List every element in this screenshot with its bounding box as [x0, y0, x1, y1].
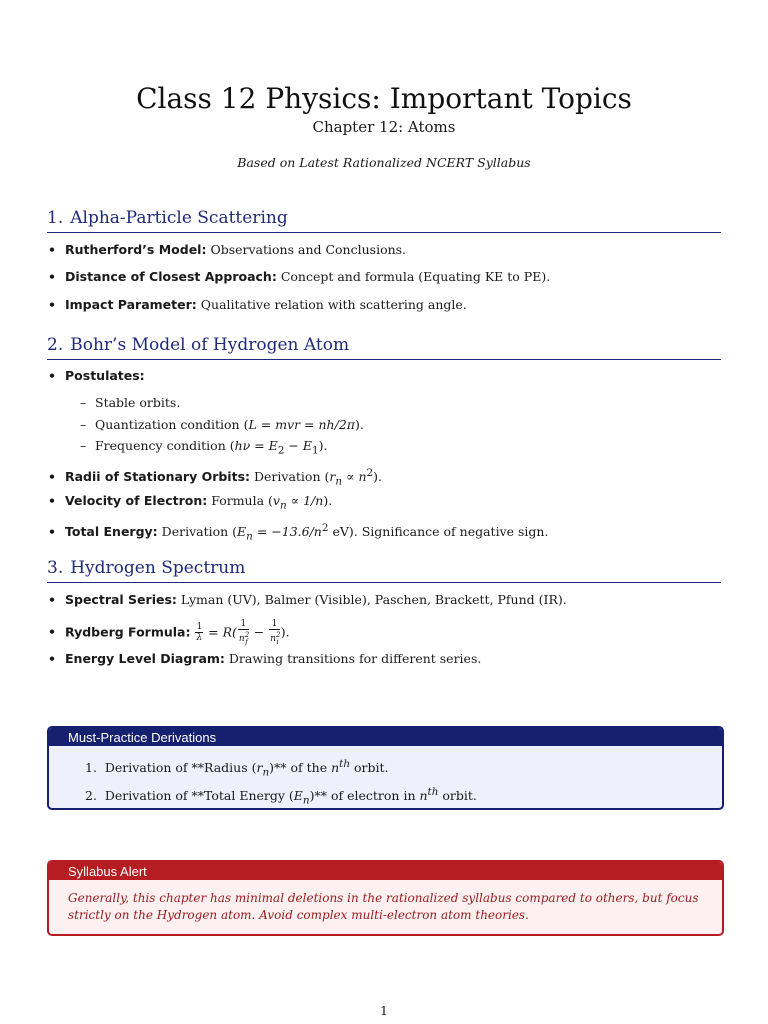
page-title: Class 12 Physics: Important Topics: [136, 82, 632, 115]
section-heading-alpha-scattering: 1. Alpha-Particle Scattering: [47, 207, 721, 233]
page-subtitle: Chapter 12: Atoms: [312, 118, 456, 136]
list-item: 2. Derivation of **Total Energy $(E_n)**$ of electron in $n^{th}$ orbit.: [85, 786, 477, 807]
list-item: • Total Energy: Derivation ($E_n = -13.6/n^2$ eV). Significance of negative sign.: [48, 522, 549, 543]
derivations-box-heading: Must-Practice Derivations: [49, 728, 722, 746]
sub-list-item: – Frequency condition $(h\nu = E_2 - E_1)$.: [80, 438, 328, 457]
sub-list-item: – Quantization condition (L = mvr = nh/2π).: [80, 417, 364, 432]
syllabus-alert-box: [47, 860, 724, 936]
section-heading-bohr-model: 2. Bohr’s Model of Hydrogen Atom: [47, 334, 721, 360]
rydberg-fraction-final: $\frac{1}{n^2_f}$: [238, 619, 250, 646]
rydberg-fraction-initial: $\frac{1}{n^2_i}$: [270, 619, 281, 646]
section-heading-hydrogen-spectrum: 3. Hydrogen Spectrum: [47, 557, 721, 583]
syllabus-alert-text: Generally, this chapter has minimal deletions in the rationalized syllabus compared to others, but focus strictly on the Hydrogen atom. Avoid complex multi-electron atom theories.: [68, 891, 699, 922]
syllabus-basis-note: Based on Latest Rationalized NCERT Syllabus: [237, 155, 531, 170]
list-item: • Impact Parameter: Qualitative relation with scattering angle.: [48, 297, 467, 312]
list-item: • Rydberg Formula: $\frac{1}{\lambda}$ = R( $\frac{1}{n^2_f}$ − $\frac{1}{n^2_i}$ ).: [48, 619, 290, 646]
syllabus-alert-heading: Syllabus Alert: [49, 862, 722, 880]
derivations-box: [47, 726, 724, 810]
list-item: 1. Derivation of **Radius $(r_n)**$ of the $n^{th}$ orbit.: [85, 758, 389, 779]
list-item: • Postulates:: [48, 368, 145, 383]
sub-list-item: – Stable orbits.: [80, 395, 181, 410]
list-item: • Distance of Closest Approach: Concept and formula (Equating KE to PE).: [48, 269, 551, 284]
page-number: 1: [380, 1003, 388, 1018]
list-item: • Radii of Stationary Orbits: Derivation $(r_n \propto n^2)$.: [48, 467, 382, 488]
rydberg-lhs-fraction: $\frac{1}{\lambda}$: [196, 622, 203, 644]
list-item: • Velocity of Electron: Formula $(v_n \propto 1/n)$.: [48, 493, 333, 512]
list-item: • Spectral Series: Lyman (UV), Balmer (Visible), Paschen, Brackett, Pfund (IR).: [48, 592, 567, 607]
list-item: • Energy Level Diagram: Drawing transitions for different series.: [48, 651, 482, 666]
list-item: • Rutherford’s Model: Observations and Conclusions.: [48, 242, 407, 257]
